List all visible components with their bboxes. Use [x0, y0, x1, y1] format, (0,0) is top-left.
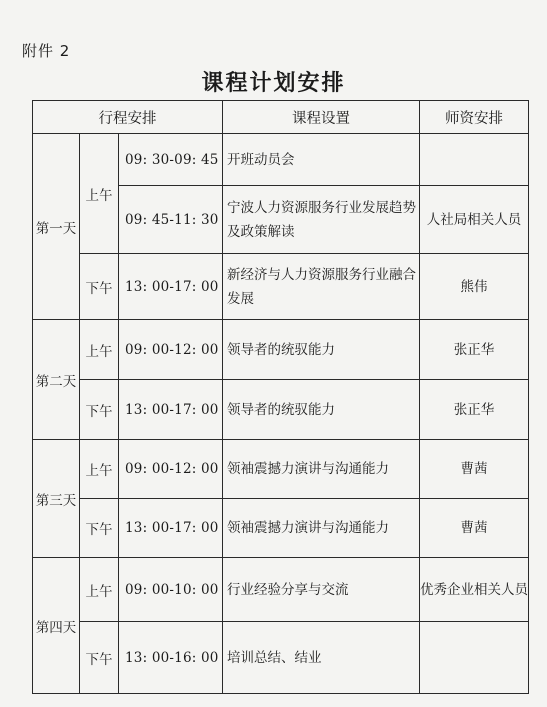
teacher-cell: 张正华	[420, 380, 529, 440]
table-row	[33, 380, 529, 440]
page-title: 课程计划安排	[201, 70, 346, 96]
time-cell: 13: 00-16: 00	[119, 622, 223, 694]
teacher-cell: 曹茜	[420, 499, 529, 558]
course-cell: 新经济与人力资源服务行业融合发展	[223, 254, 420, 320]
table-row	[33, 440, 529, 499]
table-row	[33, 499, 529, 558]
day-cell: 第一天	[33, 134, 80, 320]
header-teacher: 师资安排	[420, 101, 529, 134]
period-cell: 下午	[80, 622, 119, 694]
teacher-cell	[420, 622, 529, 694]
day-cell: 第二天	[33, 320, 80, 440]
period-cell: 上午	[80, 320, 119, 380]
teacher-cell: 人社局相关人员	[420, 186, 529, 254]
day-cell: 第三天	[33, 440, 80, 558]
period-cell: 下午	[80, 254, 119, 320]
time-cell: 13: 00-17: 00	[119, 499, 223, 558]
table-row	[33, 622, 529, 694]
table-row	[33, 558, 529, 622]
teacher-cell: 优秀企业相关人员	[420, 558, 529, 622]
course-cell: 领导者的统驭能力	[223, 320, 420, 380]
table-row	[33, 320, 529, 380]
time-cell: 09: 00-12: 00	[119, 320, 223, 380]
header-schedule: 行程安排	[33, 101, 223, 134]
time-cell: 09: 00-12: 00	[119, 440, 223, 499]
teacher-cell	[420, 134, 529, 186]
table-header-row	[33, 101, 529, 134]
course-cell: 培训总结、结业	[223, 622, 420, 694]
day-cell: 第四天	[33, 558, 80, 694]
time-cell: 13: 00-17: 00	[119, 380, 223, 440]
table-row	[33, 134, 529, 186]
time-cell: 09: 30-09: 45	[119, 134, 223, 186]
period-cell: 上午	[80, 558, 119, 622]
period-cell: 上午	[80, 440, 119, 499]
teacher-cell: 曹茜	[420, 440, 529, 499]
course-cell: 开班动员会	[223, 134, 420, 186]
course-cell: 宁波人力资源服务行业发展趋势及政策解读	[223, 186, 420, 254]
attachment-label: 附件 2	[22, 42, 71, 60]
course-cell: 行业经验分享与交流	[223, 558, 420, 622]
course-cell: 领袖震撼力演讲与沟通能力	[223, 440, 420, 499]
period-cell: 上午	[80, 134, 119, 254]
course-cell: 领袖震撼力演讲与沟通能力	[223, 499, 420, 558]
period-cell: 下午	[80, 499, 119, 558]
time-cell: 13: 00-17: 00	[119, 254, 223, 320]
header-course: 课程设置	[223, 101, 420, 134]
time-cell: 09: 45-11: 30	[119, 186, 223, 254]
table-row	[33, 254, 529, 320]
schedule-table	[32, 100, 529, 694]
time-cell: 09: 00-10: 00	[119, 558, 223, 622]
teacher-cell: 张正华	[420, 320, 529, 380]
teacher-cell: 熊伟	[420, 254, 529, 320]
period-cell: 下午	[80, 380, 119, 440]
course-cell: 领导者的统驭能力	[223, 380, 420, 440]
